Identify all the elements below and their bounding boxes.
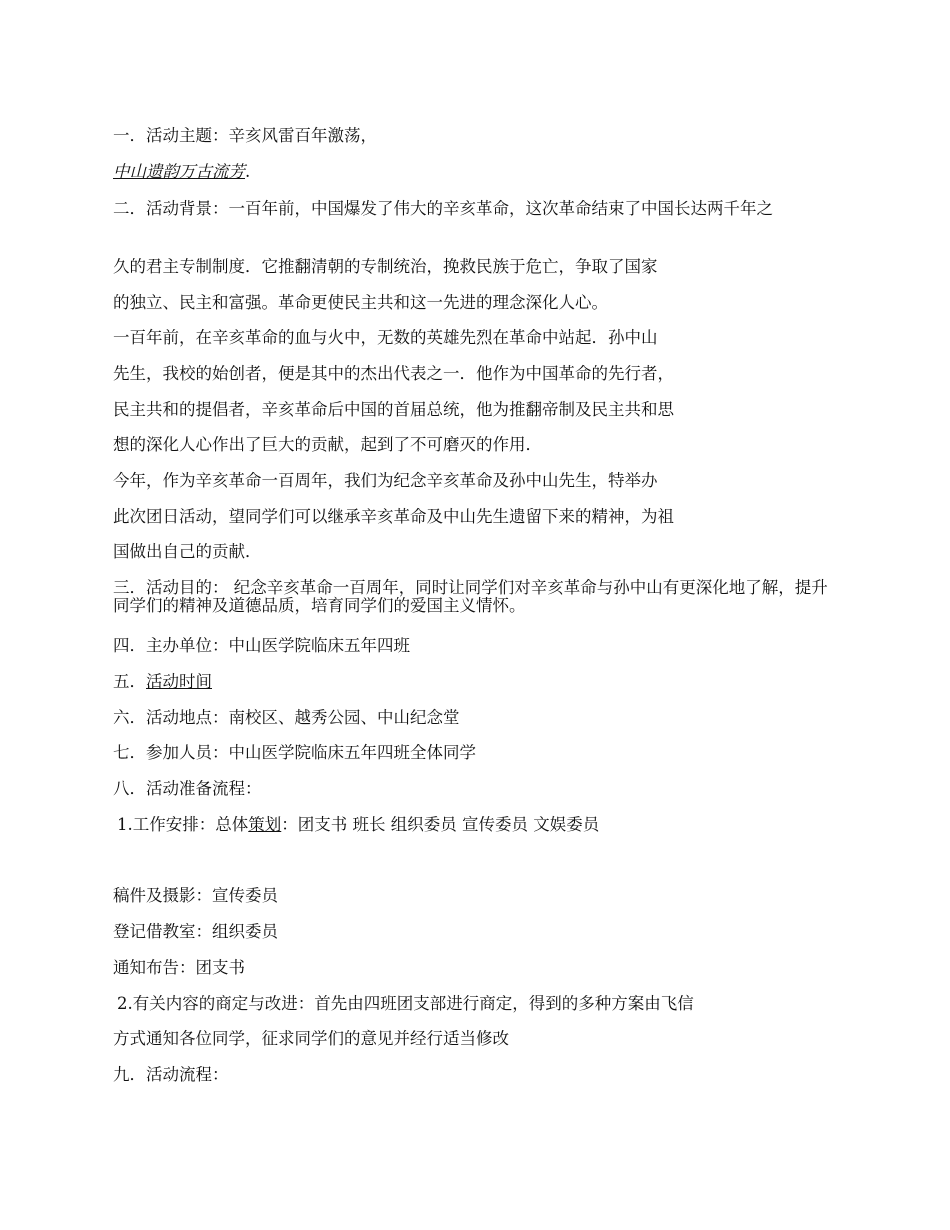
paragraph-2-line-1: 一百年前，在辛亥革命的血与火中，无数的英雄先烈在革命中站起．孙中山: [113, 328, 658, 347]
item-1-suffix: ：团支书 班长 组织委员 宣传委员 文娱委员: [281, 815, 600, 834]
section-1-value: 辛亥风雷百年激荡，: [228, 126, 377, 145]
section-4-organizer: 四．主办单位：中山医学院临床五年四班: [113, 636, 410, 655]
paragraph-3-line-3: 国做出自己的贡献．: [113, 542, 262, 561]
section-7-participants: 七．参加人员：中山医学院临床五年四班全体同学: [113, 743, 476, 762]
task-notice: 通知布告：团支书: [113, 958, 245, 977]
task-writing-photography: 稿件及摄影：宣传委员: [113, 886, 278, 905]
section-5-prefix: 五．: [113, 672, 146, 691]
section-8-item-2-line-1: 2.有关内容的商定与改进：首先由四班团支部进行商定，得到的多种方案由飞信: [117, 994, 694, 1013]
section-1-theme: [113, 127, 377, 145]
section-1-subtitle-line: [113, 163, 250, 181]
section-8-item-1: [117, 816, 599, 834]
task-classroom-booking: 登记借教室：组织委员: [113, 922, 278, 941]
section-9-process: 九．活动流程：: [113, 1065, 229, 1084]
paragraph-3-line-2: 此次团日活动，望同学们可以继承辛亥革命及中山先生遗留下来的精神，为祖: [113, 507, 674, 526]
section-6-location: 六．活动地点：南校区、越秀公园、中山纪念堂: [113, 708, 460, 727]
paragraph-2-line-2: 先生，我校的始创者，便是其中的杰出代表之一．他作为中国革命的先行者，: [113, 364, 674, 383]
section-8-item-2-line-2: 方式通知各位同学，征求同学们的意见并经行适当修改: [113, 1029, 509, 1048]
activity-time-link[interactable]: 活动时间: [146, 672, 212, 691]
planning-link[interactable]: 策划: [248, 815, 282, 834]
theme-subtitle-link[interactable]: 中山遗韵万古流芳: [113, 162, 245, 181]
section-1-label: 一．活动主题：: [113, 126, 229, 145]
section-2-line-2: 久的君主专制制度．它推翻清朝的专制统治，挽救民族于危亡，争取了国家: [113, 257, 658, 276]
paragraph-2-line-4: 想的深化人心作出了巨大的贡献，起到了不可磨灭的作用．: [113, 435, 542, 454]
section-3-purpose: 三．活动目的： 纪念辛亥革命一百周年，同时让同学们对辛亥革命与孙中山有更深化地了解，提升同学们的精神及道德品质，培育同学们的爱国主义情怀。: [113, 578, 828, 615]
section-8-preparation: 八．活动准备流程：: [113, 779, 262, 798]
section-2-line-1: 二．活动背景：一百年前，中国爆发了伟大的辛亥革命，这次革命结束了中国长达两千年之: [113, 199, 773, 218]
paragraph-3-line-1: 今年，作为辛亥革命一百周年，我们为纪念辛亥革命及孙中山先生，特举办: [113, 471, 658, 490]
section-2-line-3: 的独立、民主和富强。革命更使民主共和这一先进的理念深化人心。: [113, 293, 608, 312]
section-5-time: [113, 673, 212, 691]
item-1-prefix: 1.工作安排：总体: [117, 815, 249, 834]
paragraph-2-line-3: 民主共和的提倡者，辛亥革命后中国的首届总统，他为推翻帝制及民主共和思: [113, 400, 674, 419]
theme-subtitle-end: .: [245, 162, 251, 181]
